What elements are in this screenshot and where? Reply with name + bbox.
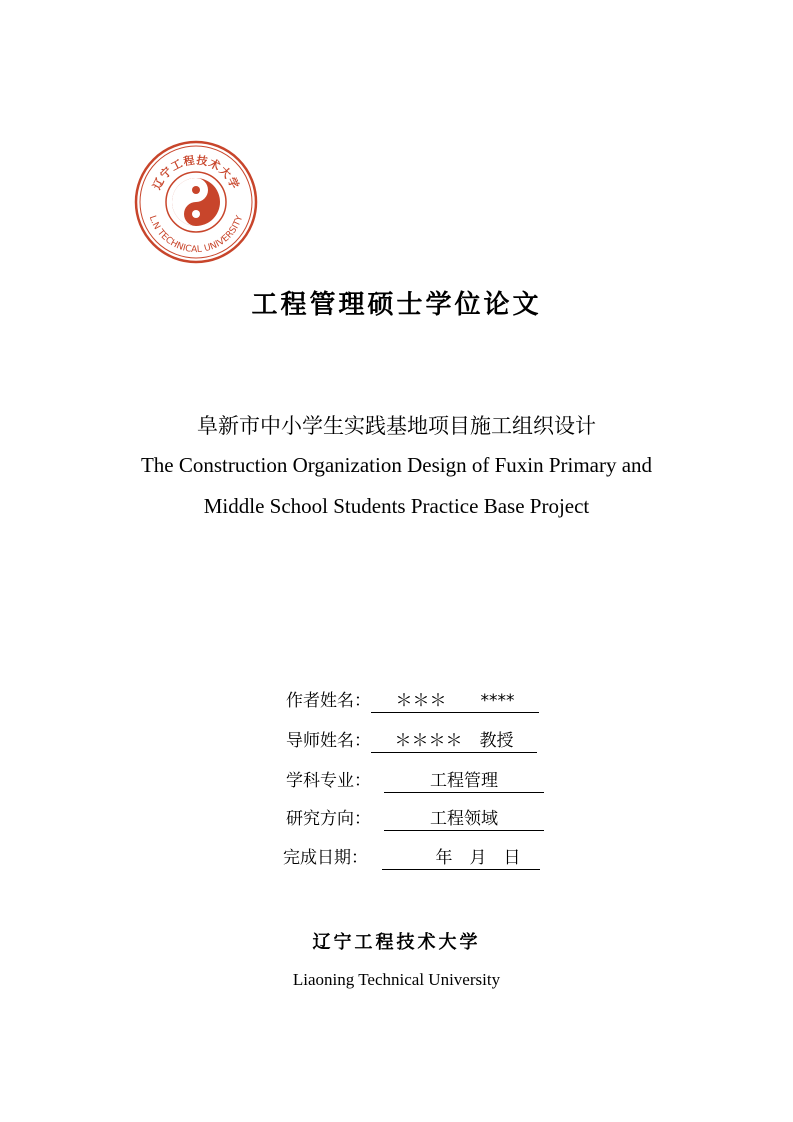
advisor-value: ＊＊＊＊ 教授 bbox=[371, 728, 537, 753]
date-value: 年 月 日 bbox=[382, 845, 540, 870]
university-name-en: Liaoning Technical University bbox=[292, 970, 501, 989]
university-seal-logo bbox=[134, 140, 258, 264]
degree-title: 工程管理硕士学位论文 bbox=[251, 290, 542, 320]
thesis-title-zh: 阜新市中小学生实践基地项目施工组织设计 bbox=[197, 414, 596, 438]
date-row bbox=[283, 845, 545, 871]
thesis-title-en-line2: Middle School Students Practice Base Project bbox=[203, 494, 590, 518]
advisor-row bbox=[286, 728, 546, 754]
university-name-zh: 辽宁工程技术大学 bbox=[312, 932, 481, 953]
direction-value: 工程领域 bbox=[384, 806, 544, 831]
svg-text:辽宁工程技术大学: 辽宁工程技术大学 bbox=[150, 153, 242, 192]
author-value: ＊＊＊ **** bbox=[371, 688, 539, 713]
date-label: 完成日期： bbox=[283, 848, 368, 868]
author-row bbox=[286, 688, 546, 714]
major-value: 工程管理 bbox=[384, 768, 544, 793]
author-label: 作者姓名： bbox=[286, 691, 371, 711]
advisor-label: 导师姓名： bbox=[286, 731, 371, 751]
thesis-title-en-line1: The Construction Organization Design of Fuxin Primary and bbox=[140, 453, 653, 477]
svg-text:L.N TECHNICAL UNIVERSITY: L.N TECHNICAL UNIVERSITY bbox=[146, 214, 246, 256]
major-label: 学科专业： bbox=[286, 771, 371, 791]
direction-label: 研究方向： bbox=[286, 809, 371, 829]
major-row bbox=[286, 768, 546, 794]
direction-row bbox=[286, 806, 546, 832]
